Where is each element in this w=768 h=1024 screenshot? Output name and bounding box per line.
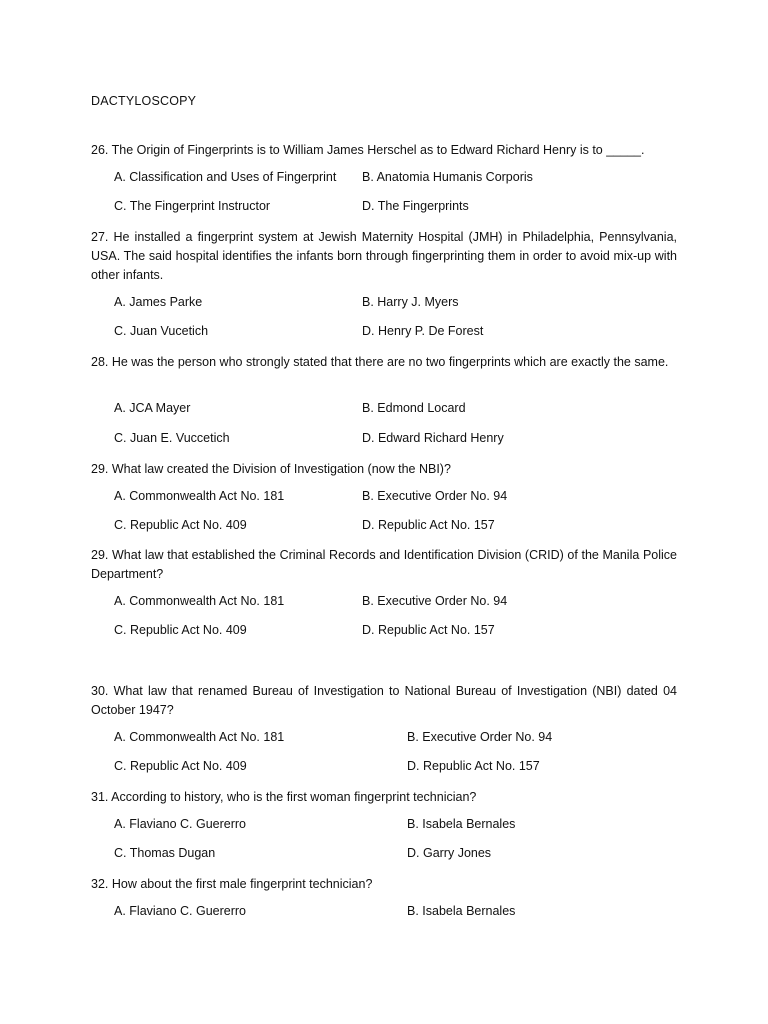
question-31: 31. According to history, who is the first woman fingerprint technician? (91, 790, 477, 804)
option-d: D. Henry P. De Forest (362, 324, 484, 338)
option-a: A. JCA Mayer (114, 401, 191, 415)
option-b: B. Anatomia Humanis Corporis (362, 170, 533, 184)
option-c: C. Juan E. Vuccetich (114, 431, 230, 445)
question-28: 28. He was the person who strongly stated that there are no two fingerprints which are exactly the same. (91, 355, 669, 369)
option-d: D. Edward Richard Henry (362, 431, 504, 445)
question-29-b: 29. What law that established the Criminal Records and Identification Division (CRID) of the Manila Police Department? (91, 548, 677, 581)
question-32: 32. How about the first male fingerprint technician? (91, 877, 373, 891)
question-29-a: 29. What law created the Division of Investigation (now the NBI)? (91, 462, 451, 476)
option-b: B. Edmond Locard (362, 401, 466, 415)
option-d: D. Republic Act No. 157 (407, 759, 540, 773)
option-b: B. Isabela Bernales (407, 817, 516, 831)
option-a: A. Classification and Uses of Fingerprint (114, 170, 337, 184)
option-a: A. Flaviano C. Guererro (114, 817, 246, 831)
option-c: C. Thomas Dugan (114, 846, 216, 860)
question-30: 30. What law that renamed Bureau of Investigation to National Bureau of Investigation (NBI) dated 04 October 1947? (91, 684, 677, 717)
option-a: A. Flaviano C. Guererro (114, 904, 246, 918)
option-b: B. Harry J. Myers (362, 295, 459, 309)
option-a: A. James Parke (114, 295, 203, 309)
option-b: B. Isabela Bernales (407, 904, 516, 918)
option-c: C. Republic Act No. 409 (114, 759, 247, 773)
option-d: D. Republic Act No. 157 (362, 623, 495, 637)
option-d: D. Republic Act No. 157 (362, 518, 495, 532)
option-b: B. Executive Order No. 94 (362, 489, 508, 503)
question-26: 26. The Origin of Fingerprints is to William James Herschel as to Edward Richard Henry is to _____. (91, 143, 645, 157)
option-b: B. Executive Order No. 94 (362, 594, 508, 608)
option-b: B. Executive Order No. 94 (407, 730, 553, 744)
option-d: D. The Fingerprints (362, 199, 469, 213)
option-c: C. Juan Vucetich (114, 324, 209, 338)
option-a: A. Commonwealth Act No. 181 (114, 730, 285, 744)
document-heading: DACTYLOSCOPY (91, 94, 197, 108)
question-27: 27. He installed a fingerprint system at Jewish Maternity Hospital (JMH) in Philadelphia, Pennsylvania, USA. The said hospital identifies the infants born through fingerprinting them in order to avoid mix-up with other infants. (91, 230, 677, 282)
option-a: A. Commonwealth Act No. 181 (114, 594, 285, 608)
option-c: C. Republic Act No. 409 (114, 518, 247, 532)
option-c: C. The Fingerprint Instructor (114, 199, 271, 213)
option-d: D. Garry Jones (407, 846, 492, 860)
option-a: A. Commonwealth Act No. 181 (114, 489, 285, 503)
option-c: C. Republic Act No. 409 (114, 623, 247, 637)
